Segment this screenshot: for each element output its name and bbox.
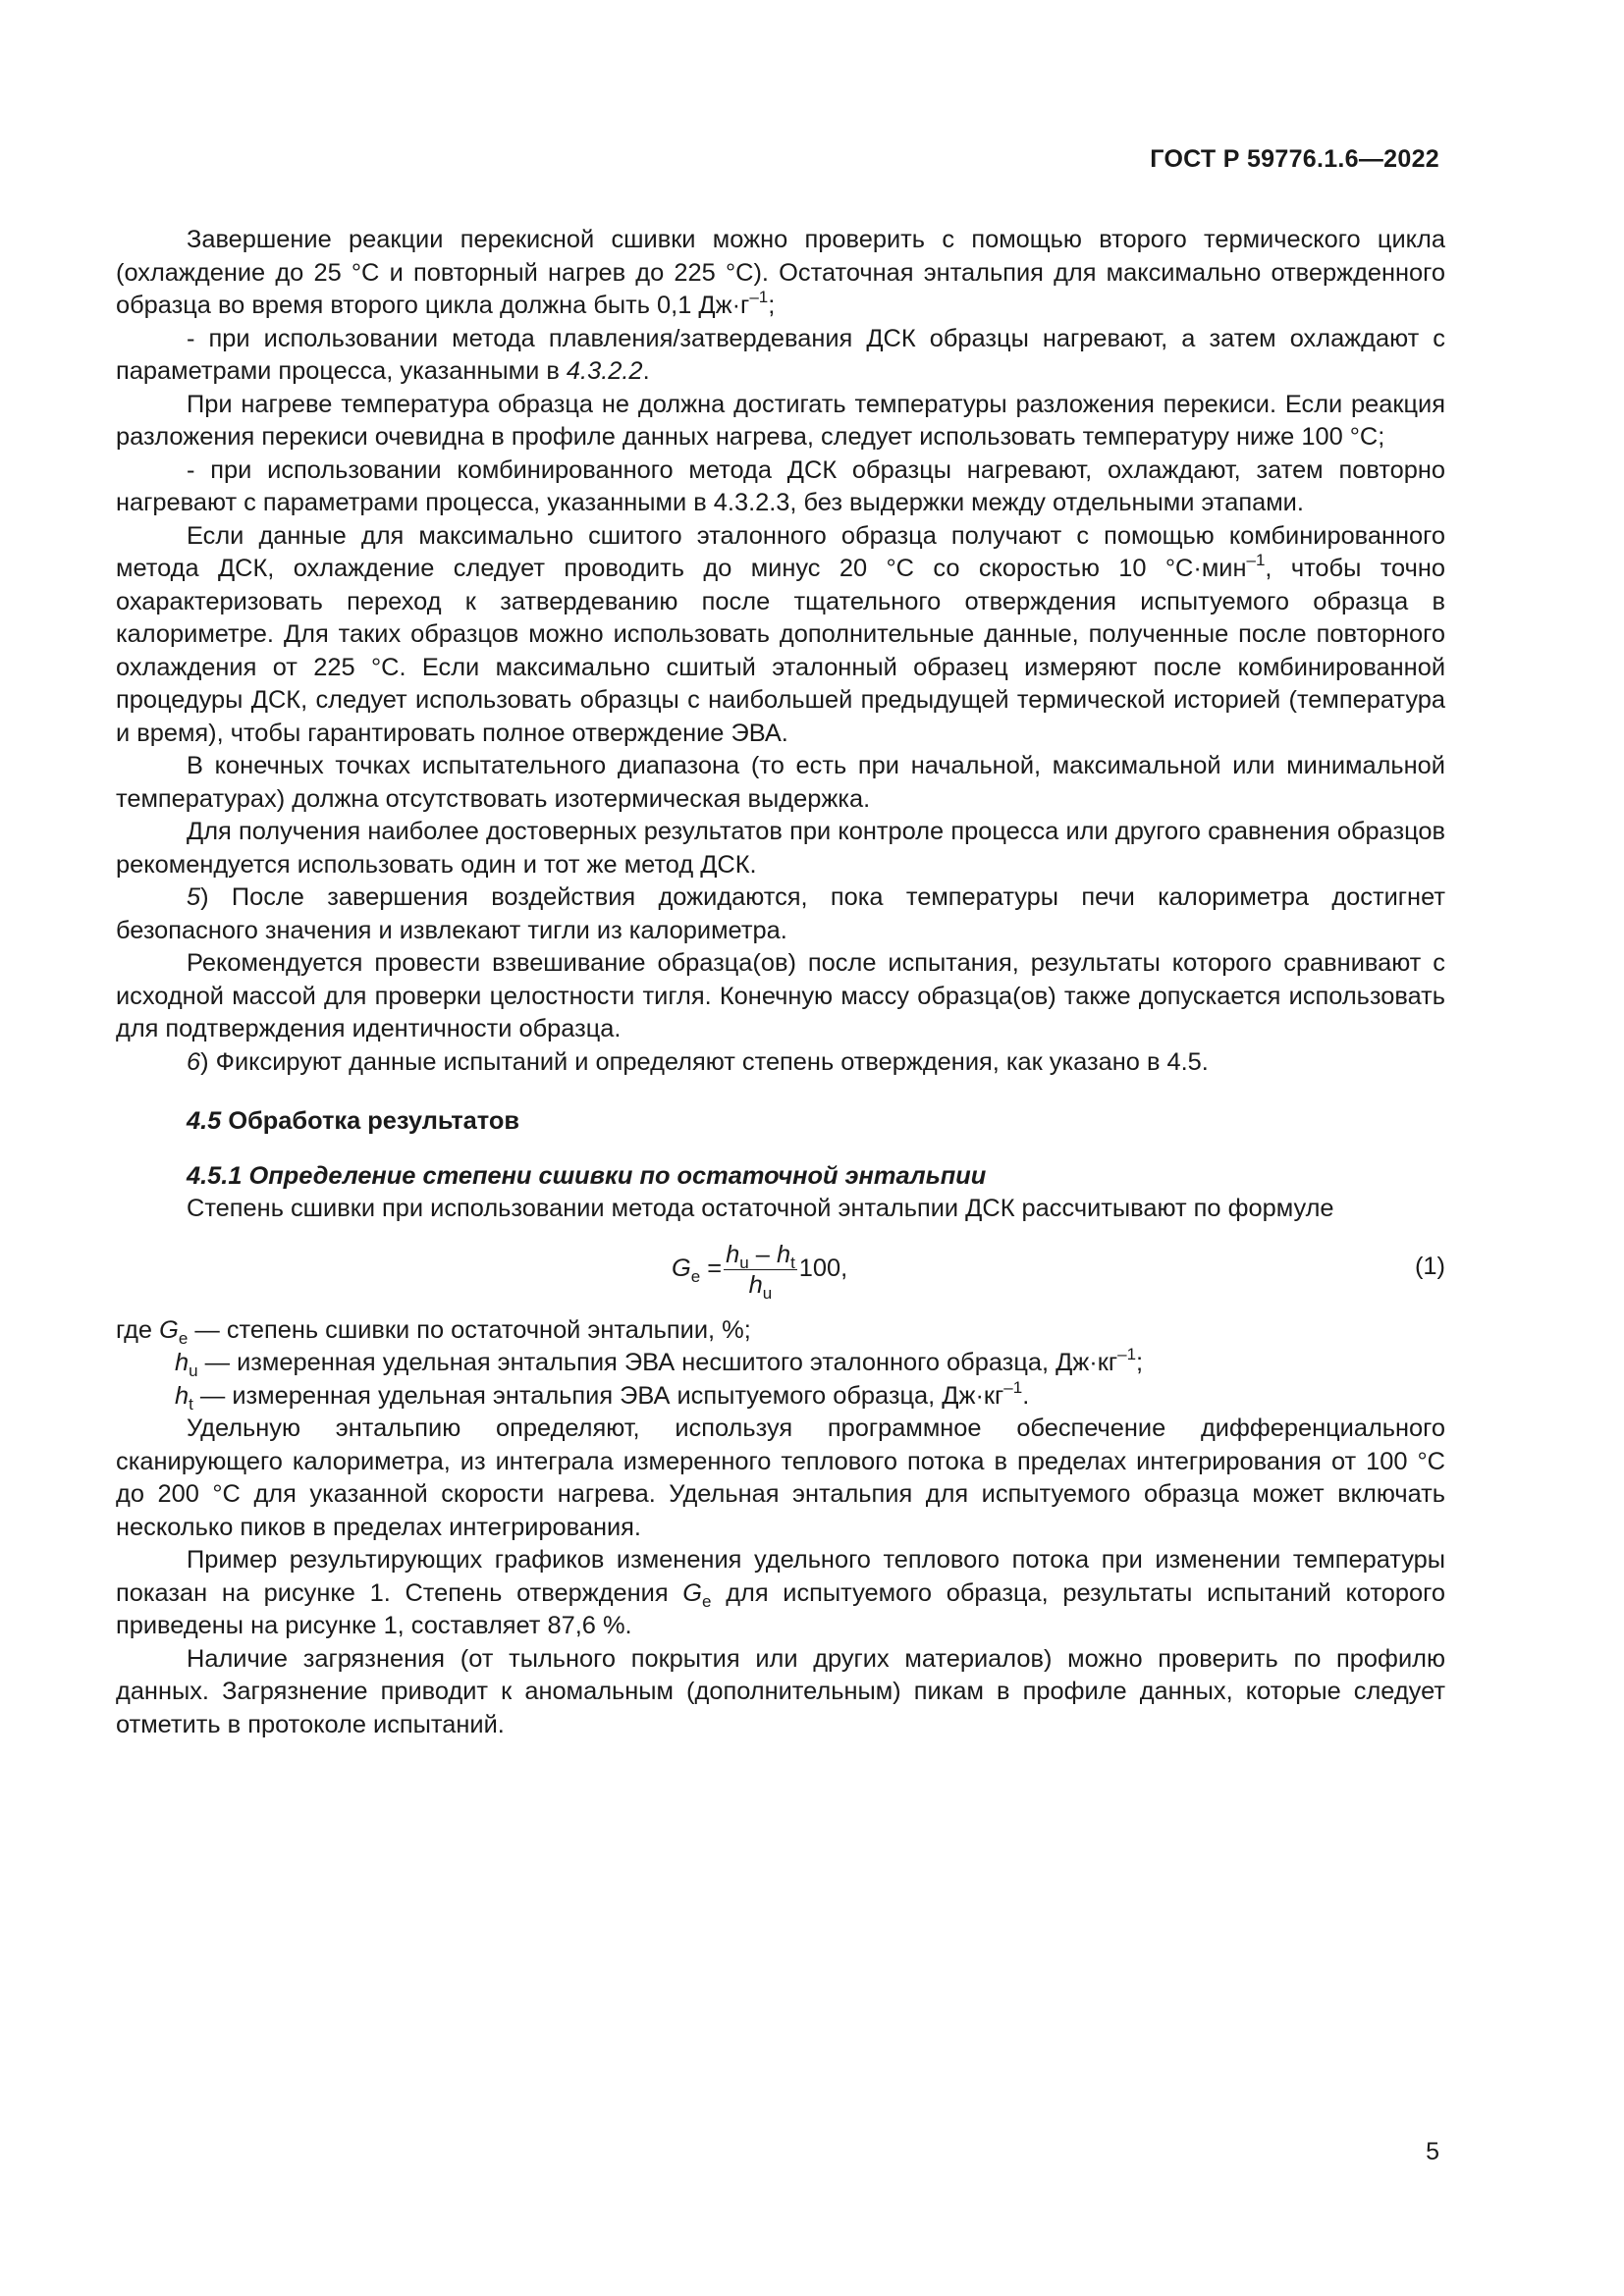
paragraph: Наличие загрязнения (от тыльного покрытия или других материалов) можно проверить по профилю данных. Загрязнение приводит к аномальным (дополнительным) пикам в профиле данных, которые следует отметить в протоколе испытаний. — [116, 1644, 1445, 1738]
fraction-numerator: $h_u - h_t$ — [726, 1240, 795, 1272]
paragraph: Для получения наиболее достоверных результатов при контроле процесса или другого сравнения образцов рекомендуется использовать один и тот же метод ДСК. — [116, 818, 1445, 879]
formula-number: (1) — [1414, 1252, 1445, 1280]
paragraph: Удельную энтальпию определяют, используя программное обеспечение дифференциального сканирующего калориметра, из интеграла измеренного теплового потока в пределах интегрирования от 100 °С до 200 °С для указанной скорости нагрева. Удельная энтальпия для испытуемого образца может включать несколько пиков в пределах интегрирования. — [116, 1415, 1445, 1541]
formula-definitions — [116, 1314, 1445, 1414]
paragraph: Если данные для максимально сшитого эталонного образца получают с помощью комбинированного метода ДСК, охлаждение следует проводить до минус 20 °С со скоростью 10 °С·мин$^{-1}$, чтобы точно охарактеризовать переход к затвердеванию после тщательного отверждения испытуемого образца в калориметре. Для таких образцов можно использовать дополнительные данные, полученные после повторного охлаждения от 225 °С. Если максимально сшитый эталонный образец измеряют после комбинированной процедуры ДСК, следует использовать образцы с наибольшей предыдущей термической историей (температура и время), чтобы гарантировать полное отверждение ЭВА. — [116, 521, 1445, 747]
paragraph: Завершение реакции перекисной сшивки можно проверить с помощью второго термического цикла (охлаждение до 25 °С и повторный нагрев до 225 °С). Остаточная энтальпия для максимально отвержденного образца во время второго цикла должна быть 0,1 $Дж\cdot г^{-1}$; — [116, 226, 1445, 319]
paragraph: - при использовании комбинированного метода ДСК образцы нагревают, охлаждают, затем повторно нагревают с параметрами процесса, указанными в 4.3.2.3, без выдержки между отдельными этапами. — [116, 455, 1445, 516]
formula-body: $G_e$ = $\frac{h_u - h_t}{h_u}$ 100, — [672, 1240, 848, 1303]
definition-item: $h_t$ — измеренная удельная энтальпия ЭВА испытуемого образца, $Дж\cdot кг^{-1}$. — [175, 1377, 1030, 1414]
section-heading: 4.5 Обработка результатов — [187, 1107, 519, 1135]
list-item: 5) После завершения воздействия дожидаются, пока температуры печи калориметра достигнет безопасного значения и извлекают тигли из калориметра. — [116, 883, 1445, 944]
paragraph: При нагреве температура образца не должна достигать температуры разложения перекиси. Если реакция разложения перекиси очевидна в профиле данных нагрева, следует использовать температуру ниже 100 °С; — [116, 390, 1445, 451]
document-body — [116, 224, 1445, 1741]
formula-1 — [116, 1230, 1445, 1314]
subsection-heading: 4.5.1 Определение степени сшивки по остаточной энтальпии — [187, 1161, 987, 1190]
list-item: 6) Фиксируют данные испытаний и определяют степень отверждения, как указано в 4.5. — [187, 1047, 1209, 1076]
paragraph: Рекомендуется провести взвешивание образца(ов) после испытания, результаты которого сравнивают с исходной массой для проверки целостности тигля. Конечную массу образца(ов) также допускается использовать для подтверждения идентичности образца. — [116, 949, 1445, 1042]
document-header: ГОСТ Р 59776.1.6—2022 — [1150, 145, 1439, 173]
cross-reference: 4.3.2.2 — [566, 357, 643, 385]
paragraph: В конечных точках испытательного диапазона (то есть при начальной, максимальной или минимальной температурах) должна отсутствовать изотермическая выдержка. — [116, 752, 1445, 813]
page-number: 5 — [1426, 2138, 1439, 2165]
fraction-denominator: $h_u$ — [748, 1270, 773, 1303]
paragraph: Степень сшивки при использовании метода остаточной энтальпии ДСК рассчитывают по формуле — [187, 1195, 1334, 1222]
definition-item: $h_u$ — измеренная удельная энтальпия ЭВА несшитого эталонного образца, $Дж\cdot кг^{-1}$; — [175, 1345, 1144, 1380]
definition-item: где $G_e$ — степень сшивки по остаточной энтальпии, %; — [116, 1315, 751, 1348]
paragraph: - при использовании метода плавления/затвердевания ДСК образцы нагревают, а затем охлаждают с параметрами процесса, указанными в 4.3.2.2. — [116, 324, 1445, 385]
paragraph: Пример результирующих графиков изменения удельного теплового потока при изменении температуры показан на рисунке 1. Степень отверждения $G_e$ для испытуемого образца, результаты испытаний которого приведены на рисунке 1, составляет 87,6 %. — [116, 1546, 1445, 1639]
fraction — [724, 1240, 797, 1303]
